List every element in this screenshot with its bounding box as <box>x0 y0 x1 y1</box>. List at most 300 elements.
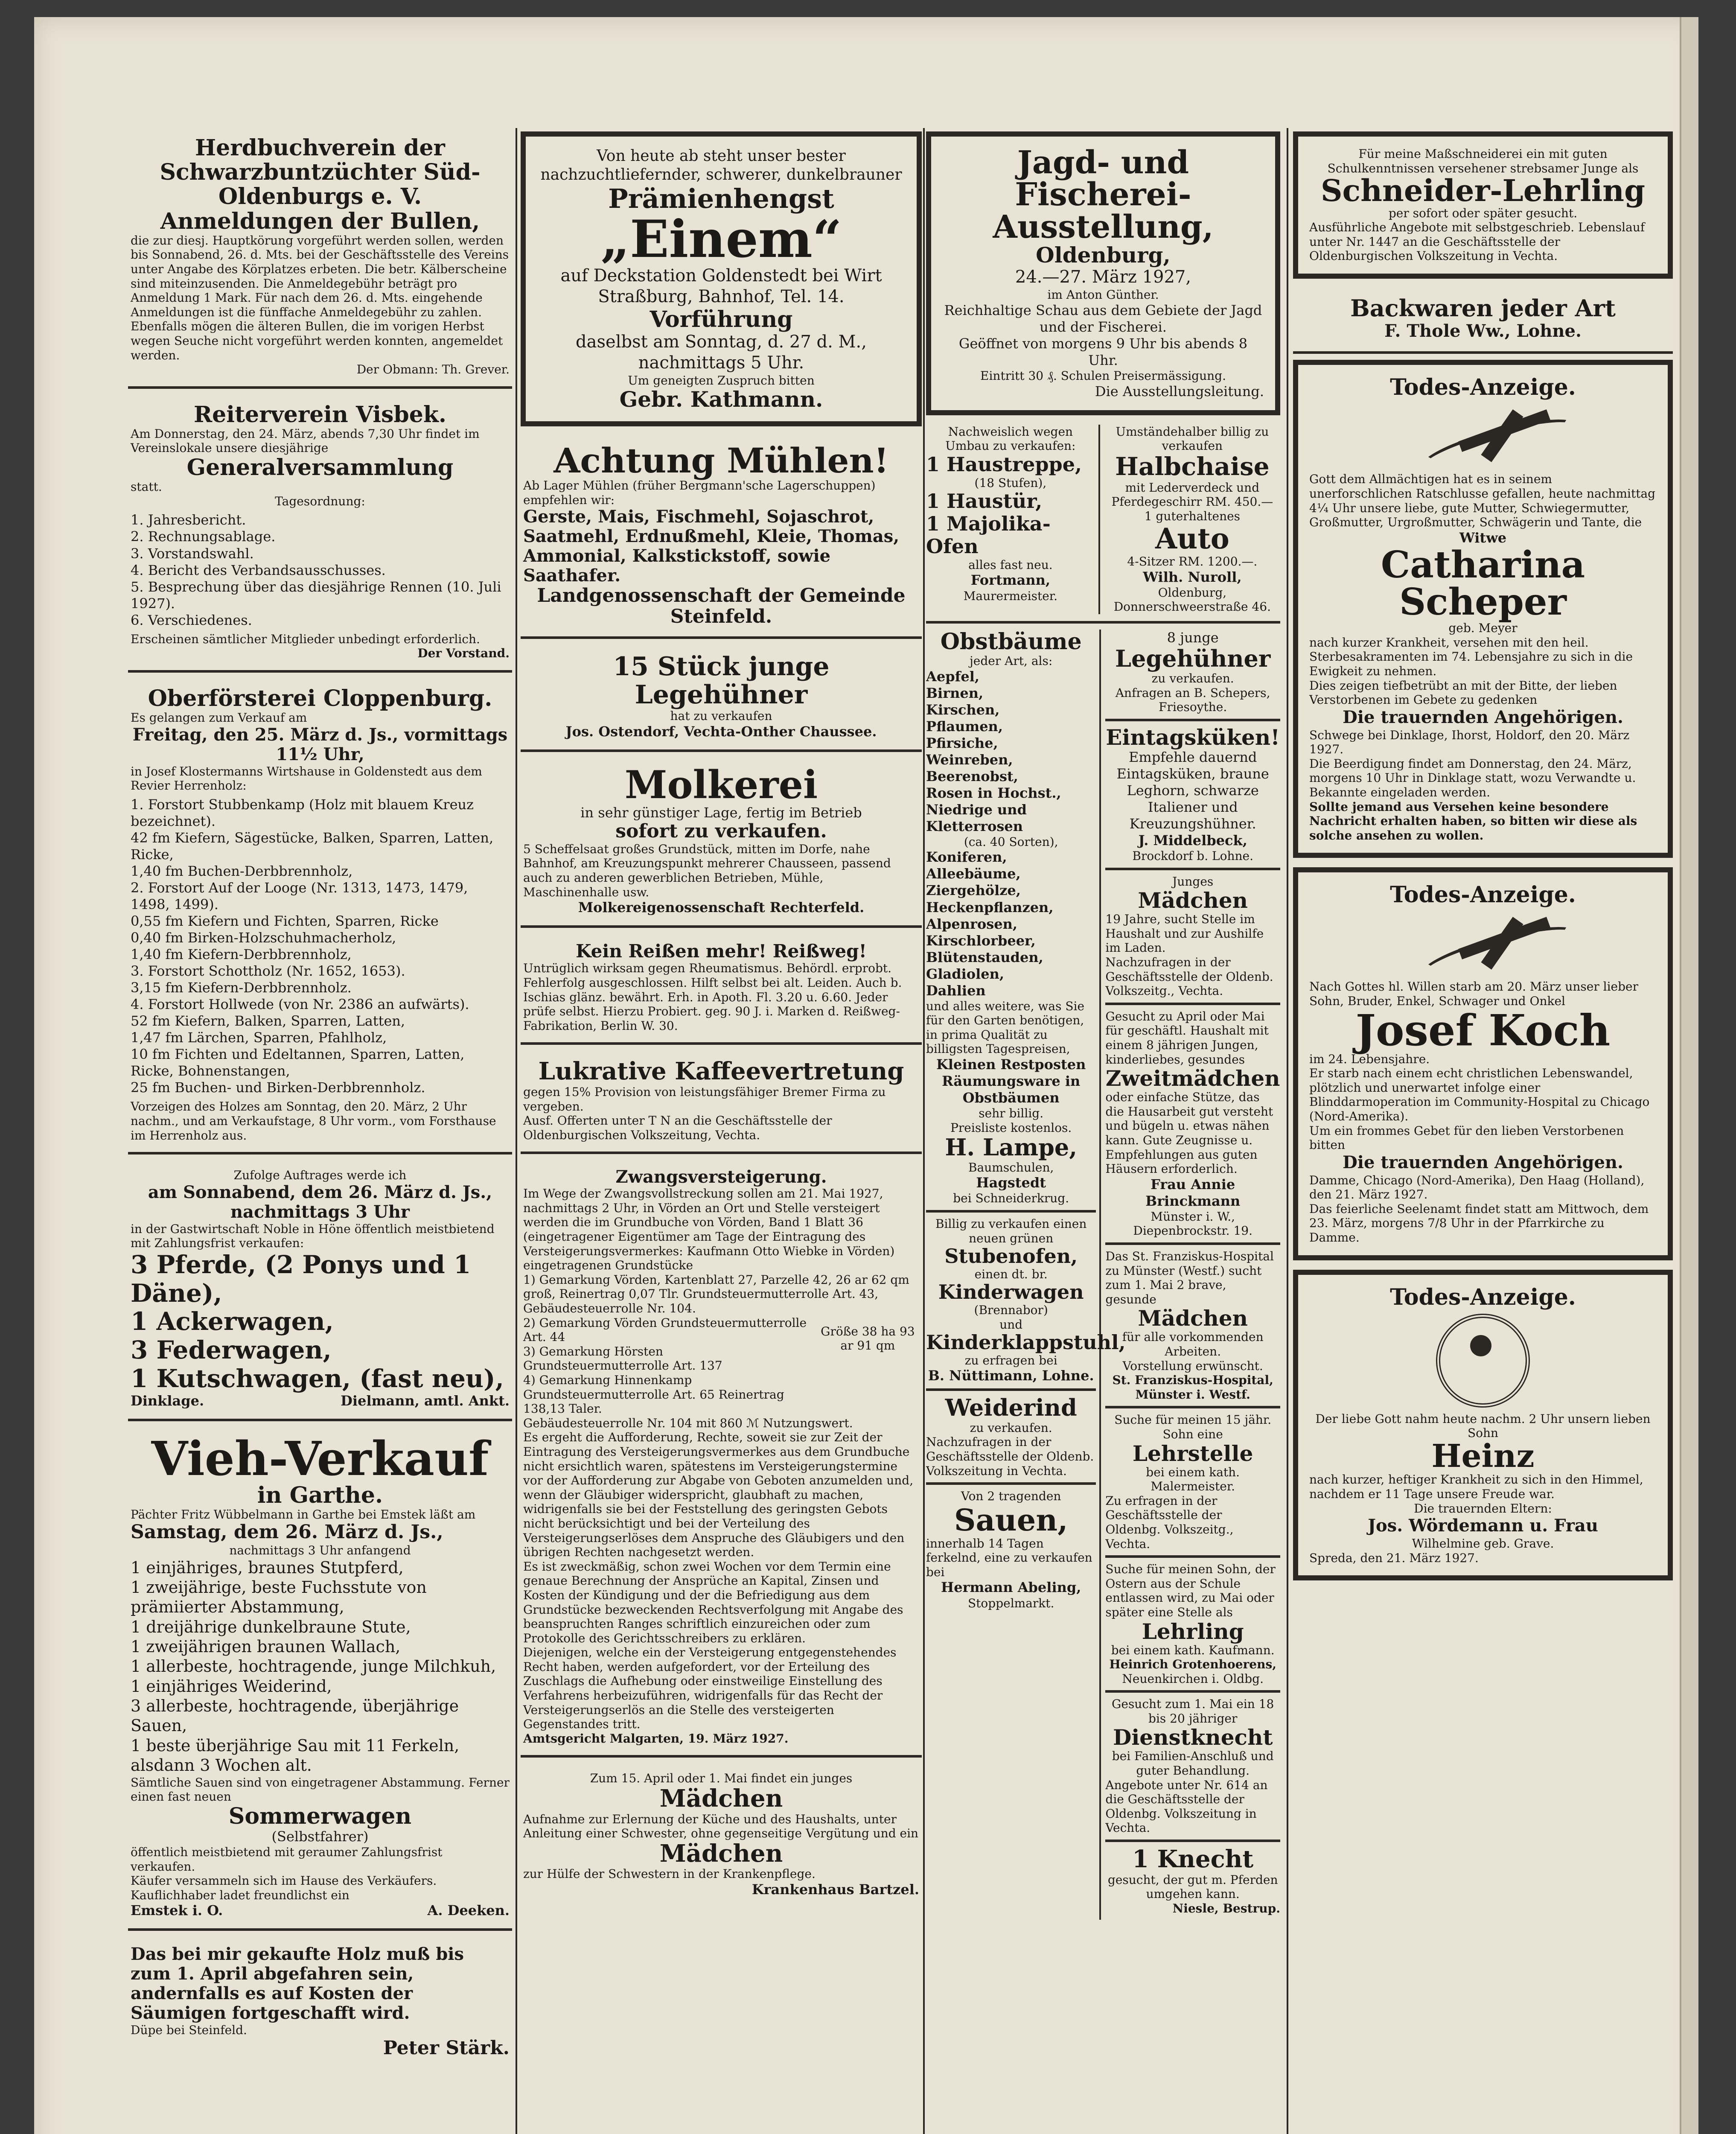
ad-title: Schneider-Lehrling <box>1320 173 1646 209</box>
lot-item: 1 zweijährige, beste Fuchsstute von prämiierter Abstammung, <box>131 1577 427 1617</box>
ad-headline: Vorführung <box>650 306 793 332</box>
lot-item: 1 einjähriges Weiderind, <box>131 1676 332 1696</box>
ad-dienstknecht <box>1105 1693 1280 1842</box>
ad-signature: Peter Stärk. <box>383 2037 510 2059</box>
ad-title: Vieh-Verkauf <box>151 1431 489 1487</box>
column-3-left <box>926 628 1126 1920</box>
ad-text: Zu erfragen in der Geschäftsstelle der Oldenbg. Volkszeitg., Vechta. <box>1105 1493 1234 1551</box>
notice-text: Witwe <box>1459 529 1507 546</box>
goods-item: Ziergehölze, <box>926 882 1021 899</box>
ad-place: Oldenburg, Donnerschweerstraße 46. <box>1113 585 1271 614</box>
ad-title: Sauen, <box>954 1502 1068 1538</box>
ad-title: Lehrstelle <box>1132 1440 1253 1466</box>
ad-subtitle: in Garthe. <box>257 1482 383 1508</box>
ad-text: gegen 15% Provision von leistungsfähiger Bremer Firma zu vergeben. <box>523 1084 886 1114</box>
ad-text: Diejenigen, welche ein der Versteigerung entgegenstehendes Recht haben, werden aufgefordert, vor der Erteilung des Zuschlags die Aufhebung oder einstweilige Einstellung des Verfahrens herbeizuführen, widrigenfalls für das Recht der Versteigerungserlös an die Stelle des versteigerten Gegenstandes tritt. <box>523 1645 897 1732</box>
notice-title: Todes-Anzeige. <box>1390 374 1576 401</box>
lot-item: 1,40 fm Kiefern-Derbbrennholz, <box>131 946 352 963</box>
lot-item: 1 einjähriges, braunes Stutpferd, <box>131 1558 404 1577</box>
ad-signature: Frau Annie Brinckmann <box>1145 1176 1241 1209</box>
lot-item: 3 Pferde, (2 Ponys und 1 Däne), <box>131 1250 471 1308</box>
ad-vieh-verkauf <box>128 1427 512 1931</box>
ad-signature: Fortmann, <box>970 572 1050 589</box>
ad-weiderind <box>926 1391 1096 1485</box>
ad-text: Von 2 tragenden <box>961 1489 1061 1504</box>
ad-text: (Selbstfahrer) <box>271 1828 369 1845</box>
ad-signature: Niesle, Bestrup. <box>1172 1901 1280 1915</box>
ad-place: Düpe bei Steinfeld. <box>131 2023 247 2038</box>
ad-time: nachmittags 3 Uhr anfangend <box>229 1543 411 1557</box>
ad-text: oder einfache Stütze, das die Hausarbeit gut versteht und bügeln u. etwas nähen kann. Gute Zeugnisse u. Empfehlungen aus guten Häusern erforderlich. <box>1105 1090 1273 1176</box>
goods-item: Koniferen, <box>926 849 1007 866</box>
ad-title: Prämienhengst <box>608 183 834 214</box>
ad-goods: Gerste, Mais, Fischmehl, Sojaschrot, Saatmehl, Erdnußmehl, Kleie, Thomas, Ammonial, Kalkstickstoff, sowie Saathafer. <box>523 507 900 586</box>
ad-halbchaise <box>1104 425 1280 614</box>
ad-praemienhengst <box>521 131 922 426</box>
ad-title: Obstbäume <box>940 628 1082 655</box>
ad-text: Es ist zweckmäßig, schon zwei Wochen vor dem Termin eine genaue Berechnung der Ansprüche an Kapital, Zinsen und Kosten der Kündigung und der die Befriedigung aus dem Grundstücke bezweckenden Rechtsverfolgung mit Angabe des beanspruchten Ranges schriftlich einzureichen oder zum Protokolle des Gerichtsschreibers zu erklären. <box>523 1559 903 1645</box>
ad-title: Molkerei <box>624 762 818 808</box>
notice-signature: Die trauernden Angehörigen. <box>1343 1152 1623 1172</box>
ad-place: Brockdorf b. Lohne. <box>1132 849 1253 863</box>
ad-herdbuchverein <box>128 128 512 389</box>
ad-title: Mädchen <box>659 1839 783 1868</box>
ad-place: Stoppelmarkt. <box>967 1596 1054 1610</box>
ad-text: hat zu verkaufen <box>670 708 772 723</box>
column-1 <box>128 128 512 2134</box>
ad-text: Das St. Franziskus-Hospital zu Münster (Westf.) sucht zum 1. Mai 2 brave, gesunde <box>1105 1249 1274 1306</box>
angel-icon <box>1436 1314 1530 1408</box>
ad-text: und alles weitere, was Sie für den Garten benötigen, in prima Qualität zu billigsten Tagespreisen, <box>926 999 1085 1056</box>
ad-subtitle: Oldenburg, <box>1036 242 1171 268</box>
ad-title: Stubenofen, <box>944 1245 1078 1268</box>
lot-item: 1 Ackerwagen, <box>131 1307 334 1336</box>
ad-signature: Amtsgericht Malgarten, 19. März 1927. <box>523 1731 789 1746</box>
ad-title: Kinderwagen <box>938 1280 1084 1304</box>
ad-krankenhaus <box>521 1764 922 1907</box>
ad-text: für alle vorkommenden Arbeiten. <box>1122 1330 1264 1359</box>
ad-text: Eintritt 30 ₰. Schulen Preisermässigung. <box>980 368 1226 383</box>
agenda-item: 1. Jahresbericht. <box>131 512 246 528</box>
cross-wreath-icon <box>1393 911 1573 975</box>
goods-item: Beerenobst, <box>926 768 1018 784</box>
goods-item: Blütenstauden, <box>926 949 1043 965</box>
ad-text: 4-Sitzer RM. 1200.—. <box>1127 554 1258 568</box>
ad-text: Sämtliche Sauen sind von eingetragener Abstammung. Ferner einen fast neuen <box>131 1775 510 1804</box>
goods-item: Alleebäume, <box>926 866 1021 882</box>
ad-text: Im Wege der Zwangsvollstreckung sollen am 21. Mai 1927, nachmittags 2 Uhr, in Vörden an Ort und Stelle versteigert werden die im Grundbuche von Vörden, Band 1 Blatt 36 (eingetragener Eigentümer am Tage der Eintragung des Versteigerungsvermerkes: Kaufmann Otto Wiebke in Vörden) eingetragenen Grundstücke <box>523 1187 895 1273</box>
ad-title: Mädchen <box>659 1784 783 1813</box>
ad-text: öffentlich meistbietend mit geraumer Zahlungsfrist verkaufen. <box>131 1845 443 1874</box>
ad-text: 19 Jahre, sucht Stelle im Haushalt und zur Aushilfe im Laden. <box>1105 912 1264 955</box>
deceased-name: Catharina Scheper <box>1381 543 1585 624</box>
ad-signature: Heinrich Grotenhoerens, <box>1109 1657 1276 1672</box>
ad-title: Reiterverein Visbek. <box>193 401 447 428</box>
ad-text: Nachzufragen in der Geschäftsstelle der Oldenb. Volkszeitg., Vechta. <box>1105 955 1273 998</box>
ad-schneider-lehrling <box>1293 131 1673 279</box>
ad-text: Vorstellung erwünscht. <box>1122 1359 1263 1373</box>
agenda-item: 2. Rechnungsablage. <box>131 528 276 545</box>
ad-place: bei Schneiderkrug. <box>953 1191 1069 1206</box>
ad-text: Anfragen an B. Schepers, Friesoythe. <box>1115 685 1270 714</box>
ad-lehrstelle <box>1105 1408 1280 1558</box>
ad-backwaren <box>1293 288 1673 354</box>
ad-headline: „Einem“ <box>600 209 842 269</box>
notice-text: Die Beerdigung findet am Donnerstag, den 24. März, morgens 10 Uhr in Dinklage statt, wozu Verwandte u. Bekannte eingeladen werden. <box>1309 756 1636 799</box>
ad-title: Kinderklappstuhl, <box>926 1331 1126 1354</box>
ad-date: Freitag, den 25. März d. Js., vormittags 11½ Uhr, <box>132 724 508 764</box>
lot-item: 4. Forstort Hollwede (von Nr. 2386 an aufwärts). <box>131 996 469 1013</box>
notice-signature: Wilhelmine geb. Grave. <box>1412 1536 1554 1551</box>
ad-text: die zur diesj. Hauptkörung vorgeführt werden sollen, werden bis Sonnabend, 26. d. Mts. bei der Geschäftsstelle des Vereins unter Angabe des Körplatzes erbeten. Die betr. Kälberscheine sind miteinzusenden. Die Anmeldegebühr beträgt pro Anmeldung 1 Mark. Für nach dem 26. d. Mts. eingehende Anmeldungen ist die fünffache Anmeldegebühr zu zahlen. Ebenfalls mögen die älteren Bullen, die im vorigen Herbst wegen Seuche nicht vorgeführt werden konnten, angemeldet werden. <box>131 233 509 362</box>
ad-signature: Die Ausstellungsleitung. <box>1095 383 1264 399</box>
parcel-size: Größe 38 ha 93 ar 91 qm <box>821 1324 915 1353</box>
newspaper-page <box>34 17 1698 2134</box>
ad-text: Baumschulen, <box>968 1160 1054 1175</box>
ad-signature: Maurermeister. <box>963 589 1057 603</box>
ad-text: 5 Scheffelsaat großes Grundstück, mitten im Dorfe, nahe Bahnhof, am Kreuzungspunkt mehrerer Chausseen, passend auch zu anderen gewerblichen Betrieben, Mühle, Maschinenhalle usw. <box>523 842 891 899</box>
goods-item: (ca. 40 Sorten), <box>964 834 1058 849</box>
parcel-item: 3) Gemarkung Hörsten Grundsteuermutterrolle Art. 137 <box>523 1344 722 1373</box>
ad-text: mit Lederverdeck und Pferdegeschirr RM. 450.— <box>1111 480 1273 509</box>
ad-jagd-ausstellung <box>926 131 1280 415</box>
agenda-item: 3. Vorstandswahl. <box>131 545 254 562</box>
ad-text: Junges <box>1172 874 1214 889</box>
ad-title: Zwangsversteigerung. <box>615 1167 827 1187</box>
ad-zweitmaedchen <box>1105 1005 1280 1245</box>
lot-item: 1 Kutschwagen, (fast neu), <box>131 1364 504 1393</box>
notice-text: Um ein frommes Gebet für den lieben Verstorbenen bitten <box>1309 1123 1624 1152</box>
lot-item: 1 zweijährigen braunen Wallach, <box>131 1637 401 1656</box>
ad-muehlen <box>521 436 922 639</box>
ad-sauen <box>926 1485 1096 1615</box>
ad-signature: H. Lampe, <box>945 1134 1078 1161</box>
column-rule <box>923 128 925 2134</box>
ad-title: 15 Stück junge Legehühner <box>613 651 830 710</box>
column-2 <box>521 128 922 2134</box>
ad-text: Aufnahme zur Erlernung der Küche und des Haushalts, unter Anleitung einer Schwester, ohne gegenseitige Vergütung und ein <box>523 1812 919 1841</box>
page-edge <box>1680 17 1698 2134</box>
ad-text: Am Donnerstag, den 24. März, abends 7,30 Uhr findet im Vereinslokale unsere diesjährige <box>131 426 480 455</box>
ad-text: Suche für meinen 15 jähr. Sohn eine <box>1114 1413 1272 1441</box>
ad-text: Zufolge Auftrages werde ich <box>233 1168 407 1183</box>
column-rule <box>1287 128 1288 2134</box>
ad-holz <box>128 1937 512 2068</box>
notice-text: nach kurzer, heftiger Krankheit zu sich in den Himmel, nachdem er 11 Tage unsere Freude war. <box>1309 1472 1643 1501</box>
ad-text: Gesucht zu April oder Mai für geschäftl. Haushalt mit einem 8 jährigen Jungen, kinderliebes, gesundes <box>1105 1009 1269 1067</box>
ad-text: Käufer versammeln sich im Hause des Verkäufers. Kauflichhaber ladet freundlichst ein <box>131 1874 437 1902</box>
lot-item: 52 fm Kiefern, Balken, Sparren, Latten, <box>131 1013 405 1029</box>
ad-umbau <box>926 425 1100 614</box>
death-notice-koch <box>1293 867 1673 1260</box>
ad-signature: Hermann Abeling, <box>941 1579 1081 1596</box>
ad-text: einen dt. br. <box>974 1267 1048 1281</box>
column-4 <box>1293 128 1673 2134</box>
goods-item: Pfirsiche, <box>926 735 998 751</box>
ad-text: Preisliste kostenlos. <box>950 1120 1072 1135</box>
ad-place: Dinklage. <box>131 1393 204 1409</box>
ad-obstbaeume <box>926 630 1096 1213</box>
death-notice-scheper <box>1293 360 1673 858</box>
lot-item: 1,40 fm Buchen-Derbbrennholz, <box>131 863 353 879</box>
ad-text: in Josef Klostermanns Wirtshause in Goldenstedt aus dem Revier Herrenholz: <box>131 764 482 793</box>
ad-headline: Sommerwagen <box>228 1803 412 1829</box>
ad-text: bei einem kath. Malermeister. <box>1146 1465 1240 1494</box>
ad-zwangsversteigerung <box>521 1160 922 1758</box>
lot-item: 1 dreijährige dunkelbraune Stute, <box>131 1617 411 1636</box>
ad-text: Für meine Maßschneiderei ein mit guten Schulkenntnissen versehener strebsamer Junge als <box>1327 147 1639 175</box>
goods-item: Gladiolen, <box>926 965 1005 982</box>
ad-title: Auto <box>1155 522 1229 556</box>
notice-text: Er starb nach einem echt christlichen Lebenswandel, plötzlich und unerwartet infolge einer Blinddarmoperation im Community-Hospital zu Chicago (Nord-Amerika). <box>1309 1066 1650 1124</box>
ad-text: im Anton Günther. <box>1047 288 1159 302</box>
ad-text: Gesucht zum 1. Mai ein 18 bis 20 jähriger <box>1112 1697 1274 1726</box>
ad-text: gesucht, der gut m. Pferden umgehen kann. <box>1107 1872 1278 1901</box>
ad-signature: B. Nüttimann, Lohne. <box>928 1367 1094 1384</box>
parcel-item: 1) Gemarkung Vörden, Kartenblatt 27, Parzelle 42, 26 ar 62 qm groß, Reinertrag 0,07 Tlr. Grundsteuermutterrolle Art. 43, Gebäudesteuerrolle Nr. 104. <box>523 1272 909 1316</box>
ad-text: bei Familien-Anschluß und guter Behandlung. <box>1112 1749 1274 1778</box>
ad-title: Weiderind <box>945 1394 1077 1422</box>
ad-title: Kein Reißen mehr! Reißweg! <box>576 941 867 962</box>
notice-title: Todes-Anzeige. <box>1390 1284 1576 1310</box>
ad-title: Backwaren jeder Art <box>1350 294 1616 322</box>
parcel-item: 2) Gemarkung Vörden Grundsteuermutterrolle Art. 44 <box>523 1315 807 1344</box>
lot-item: 3,15 fm Kiefern-Derbbrennholz. <box>131 980 352 996</box>
ad-text: Nachweislich wegen Umbau zu verkaufen: <box>945 424 1076 453</box>
lot-item: 0,55 fm Kiefern und Fichten, Sparren, Ricke <box>131 913 439 930</box>
death-notice-heinz <box>1293 1270 1673 1581</box>
notice-text: im 24. Lebensjahre. <box>1309 1052 1430 1066</box>
notice-text: Der liebe Gott nahm heute nachm. 2 Uhr unsern lieben Sohn <box>1315 1411 1651 1440</box>
ad-text: innerhalb 14 Tagen ferkelnd, eine zu verkaufen bei <box>926 1536 1092 1579</box>
ad-title: Achtung Mühlen! <box>553 440 889 481</box>
ad-text: zu erfragen bei <box>964 1353 1057 1367</box>
ad-text: Empfehle dauernd Eintagsküken, braune Leghorn, schwarze Italiener und Kreuzungshühner. <box>1116 749 1269 832</box>
ad-title: Dienstknecht <box>1113 1725 1273 1750</box>
ad-title: Legehühner <box>1115 644 1271 672</box>
column-rule <box>516 128 517 2134</box>
deceased-name: Josef Koch <box>1355 1005 1611 1055</box>
ad-text: alles fast neu. <box>968 557 1053 572</box>
ad-signature: Molkereigenossenschaft Rechterfeld. <box>578 899 865 916</box>
ad-signature: Der Vorstand. <box>417 646 510 661</box>
ad-signature: Jos. Ostendorf, Vechta-Onther Chaussee. <box>565 723 877 740</box>
ad-text: Ausf. Offerten unter T N an die Geschäftsstelle der Oldenburgischen Volkszeitung, Vechta. <box>523 1114 832 1142</box>
ad-headline: Generalversammlung <box>186 455 454 481</box>
column-3-right <box>1105 630 1280 1920</box>
ad-signature: Krankenhaus Bartzel. <box>751 1881 919 1898</box>
lot-item: 1. Forstort Stubbenkamp (Holz mit blauem Kreuz bezeichnet). <box>131 796 474 829</box>
ad-headline: sofort zu verkaufen. <box>615 820 827 843</box>
goods-item: Pflaumen, <box>926 718 1003 735</box>
ad-text: Ab Lager Mühlen (früher Bergmann'sche Lagerschuppen) empfehlen wir: <box>523 478 876 507</box>
ad-agenda-title: Tagesordnung: <box>275 494 365 508</box>
notice-place: Schwege bei Dinklage, Ihorst, Holdorf, den 20. März 1927. <box>1309 728 1630 757</box>
lot-item: 2. Forstort Auf der Looge (Nr. 1313, 1473, 1479, 1498, 1499). <box>131 879 468 912</box>
ad-date: daselbst am Sonntag, d. 27 d. M., nachmittags 5 Uhr. <box>576 332 867 373</box>
ad-text: Angebote unter Nr. 614 an die Geschäftsstelle der Oldenbg. Volkszeitung in Vechta. <box>1105 1778 1268 1835</box>
ad-text: Nachzufragen in der Geschäftsstelle der Oldenb. Volkszeitung in Vechta. <box>926 1435 1094 1478</box>
ad-title: Lehrling <box>1142 1618 1244 1644</box>
ad-text: per sofort oder später gesucht. <box>1388 206 1578 220</box>
lot-item: 25 fm Buchen- und Birken-Derbbrennholz. <box>131 1079 425 1096</box>
ad-text: 8 junge <box>1167 629 1219 646</box>
lot-item: 42 fm Kiefern, Sägestücke, Balken, Sparren, Latten, Ricke, <box>131 829 494 863</box>
lot-item: 1 Haustreppe, <box>926 452 1082 476</box>
ad-molkerei <box>521 758 922 928</box>
goods-item: Kirschen, <box>926 701 1000 718</box>
ad-text: Es ergeht die Aufforderung, Rechte, soweit sie zur Zeit der Eintragung des Versteigerungsvermerkes aus dem Grundbuche nicht ersichtlich waren, spätestens im Versteigerungstermine vor der Aufforderung zur Abgabe von Geboten anzumelden und, wenn der Gläubiger widerspricht, glaubhaft zu machen, widrigenfalls sie bei der Feststellung des geringsten Gebots nicht berücksichtigt und bei der Verteilung des Versteigerungserlöses dem Anspruche des Gläubigers und den übrigen Rechten nachgesetzt werden. <box>523 1430 914 1560</box>
notice-text: Die trauernden Eltern: <box>1414 1501 1552 1516</box>
ad-text: Von heute ab steht unser bester nachzuchtliefernder, schwerer, dunkelbrauner <box>540 147 902 184</box>
ad-place: Emstek i. O. <box>131 1902 223 1919</box>
ad-title: Jagd- und Fischerei-Ausstellung, <box>993 144 1214 245</box>
notice-place: Damme, Chicago (Nord-Amerika), Den Haag (Holland), den 21. März 1927. <box>1309 1173 1645 1202</box>
ad-text: Es gelangen zum Verkauf am <box>131 711 307 725</box>
ad-text: Untrüglich wirksam gegen Rheumatismus. Behördl. erprobt. Fehlerfolg ausgeschlossen. Hilft selbst bei alt. Leiden. Auch b. Ischias glänz. bewährt. Erh. in Apoth. Fl. 3.20 u. 6.60. Jeder prüfe selbst. Hierzu Probiert. geg. 90 J. i. Marken d. Reißweg-Fabrikation, Berlin W. 30. <box>523 961 902 1033</box>
ad-text: Ausführliche Angebote mit selbstgeschrieb. Lebenslauf unter Nr. 1447 an die Geschäftsstelle der Oldenburgischen Volkszeitung in Vechta. <box>1309 220 1645 263</box>
ad-text: Pächter Fritz Wübbelmann in Garthe bei Emstek läßt am <box>131 1507 476 1522</box>
agenda-item: 5. Besprechung über das diesjährige Rennen (10. Juli 1927). <box>131 578 501 612</box>
ad-text: Umständehalber billig zu verkaufen <box>1116 424 1269 453</box>
notice-text: Nach Gottes hl. Willen starb am 20. März unser lieber Sohn, Bruder, Enkel, Schwager und Onkel <box>1309 980 1638 1009</box>
ad-text: Vorzeigen des Holzes am Sonntag, den 20. März, 2 Uhr nachm., und am Verkaufstage, 8 Uhr vorm., vom Forsthause im Herrenholz aus. <box>131 1099 496 1143</box>
goods-item: Alpenrosen, <box>926 915 1017 932</box>
ad-reiterverein <box>128 395 512 673</box>
ad-signature: Dielmann, amtl. Ankt. <box>341 1393 510 1409</box>
lot-item: 1,47 fm Lärchen, Sparren, Pfahlholz, <box>131 1029 387 1046</box>
agenda-item: 4. Bericht des Verbandsausschusses. <box>131 562 386 578</box>
notice-signature: Jos. Wördemann u. Frau <box>1368 1516 1598 1536</box>
ad-signature: Wilh. Nuroll, <box>1143 568 1242 585</box>
parcel-item: 4) Gemarkung Hinnenkamp Grundsteuermutterrolle Art. 65 Reinertrag 138,13 Taler. <box>523 1373 784 1416</box>
lot-item: 3 Federwagen, <box>131 1335 332 1364</box>
ad-text: zu verkaufen. <box>970 1420 1052 1435</box>
ad-text: zu verkaufen. <box>1151 671 1234 686</box>
notice-place: Spreda, den 21. März 1927. <box>1309 1551 1479 1565</box>
lot-item: 1 Haustür, <box>926 490 1043 513</box>
ad-text: Zum 15. April oder 1. Mai findet ein junges <box>590 1771 853 1786</box>
ad-junges-maedchen <box>1105 870 1280 1005</box>
notice-text: Gott dem Allmächtigen hat es in seinem unerforschlichen Ratschlusse gefallen, heute nachmittag 4¼ Uhr unsere liebe, gute Mutter, Schwiegermutter, Großmutter, Urgroßmutter, Schwägerin und Tante, die <box>1309 472 1656 530</box>
lot-item: 0,40 fm Birken-Holzschuhmacherholz, <box>131 930 396 946</box>
lot-item: 3. Forstort Schottholz (Nr. 1652, 1653). <box>131 963 405 980</box>
ad-stubenofen <box>926 1213 1126 1391</box>
ad-title: Lukrative Kaffeevertretung <box>538 1057 904 1086</box>
ad-title: Mädchen <box>1138 1306 1248 1331</box>
goods-item: Aepfel, <box>926 668 979 685</box>
ad-date: am Sonnabend, dem 26. März d. Js., nachmittags 3 Uhr <box>148 1182 492 1222</box>
ad-text: und <box>999 1317 1023 1332</box>
ad-text: Billig zu verkaufen einen neuen grünen <box>935 1216 1087 1245</box>
ad-date: Samstag, dem 26. März d. Js., <box>131 1521 443 1543</box>
ad-text: Erscheinen sämtlicher Mitglieder unbedingt erforderlich. <box>131 632 480 646</box>
ad-signature: J. Middelbeck, <box>1138 832 1247 849</box>
column-3 <box>926 128 1280 2134</box>
ad-signature: A. Deeken. <box>427 1902 510 1919</box>
ad-text: Das bei mir gekaufte Holz muß bis zum 1. April abgefahren sein, andernfalls es auf Kosten der Säumigen fortgeschafft wird. <box>131 1944 464 2023</box>
deceased-name: Heinz <box>1431 1437 1535 1475</box>
goods-item: Niedrige und Kletterrosen <box>926 801 1027 834</box>
ad-text: sehr billig. <box>979 1106 1044 1121</box>
goods-item: Rosen in Hochst., <box>926 784 1061 801</box>
ad-text: 1 guterhaltenes <box>1144 509 1241 523</box>
ad-signature: Gebr. Kathmann. <box>619 387 823 412</box>
notice-text: Sollte jemand aus Versehen keine besondere Nachricht erhalten haben, so bitten wir diese als solche ansehen zu wollen. <box>1309 799 1637 843</box>
ad-text: jeder Art, als: <box>970 653 1053 668</box>
ad-title: Oberförsterei Cloppenburg. <box>148 685 492 711</box>
ad-signature: Landgenossenschaft der Gemeinde Steinfeld. <box>537 585 906 627</box>
ad-place: Hagstedt <box>976 1175 1046 1191</box>
notice-signature: Die trauernden Angehörigen. <box>1343 707 1623 727</box>
notice-text: nach kurzer Krankheit, versehen mit den heil. Sterbesakramenten im 74. Lebensjahre zu sich in die Ewigkeit zu nehmen. <box>1309 635 1633 678</box>
goods-item: Heckenpflanzen, <box>926 899 1054 915</box>
goods-item: Dahlien <box>926 982 986 999</box>
ad-place: Neuenkirchen i. Oldbg. <box>1122 1671 1264 1686</box>
ad-text: statt. <box>131 480 162 494</box>
ad-text: in der Gastwirtschaft Noble in Höne öffentlich meistbietend mit Zahlungsfrist verkaufen: <box>131 1222 495 1251</box>
ad-eintagskueken <box>1105 721 1280 870</box>
ad-lehrling <box>1105 1558 1280 1693</box>
notice-text: geb. Meyer <box>1448 621 1518 636</box>
ad-text: (Brennabor) <box>974 1303 1048 1317</box>
ad-place: Münster i. W., Diepenbrockstr. 19. <box>1133 1209 1252 1238</box>
ad-junge-legehuehner <box>1105 630 1280 721</box>
lot-item: 1 allerbeste, hochtragende, junge Milchkuh, <box>131 1657 496 1676</box>
lot-item: (18 Stufen), <box>974 475 1047 490</box>
ad-text: auf Deckstation Goldenstedt bei Wirt Straßburg, Bahnhof, Tel. 14. <box>560 266 882 307</box>
notice-title: Todes-Anzeige. <box>1390 882 1576 908</box>
ad-text: in sehr günstiger Lage, fertig im Betrieb <box>580 805 862 821</box>
ad-date: 24.—27. März 1927, <box>1015 267 1191 287</box>
ad-kaffeevertretung <box>521 1051 922 1154</box>
ad-text: Suche für meinen Sohn, der Ostern aus der Schule entlassen wird, zu Mai oder später eine Stelle als <box>1105 1562 1276 1619</box>
ad-title: Zweitmädchen <box>1105 1066 1280 1091</box>
ad-title: Halbchaise <box>1115 452 1270 481</box>
ad-franziskus-hospital <box>1105 1245 1280 1408</box>
ad-text: Um geneigten Zuspruch bitten <box>628 373 815 388</box>
ad-signature: Der Obmann: Th. Grever. <box>356 362 510 377</box>
goods-item: Kirschlorbeer, <box>926 932 1036 949</box>
ad-oberfoersterei <box>128 679 512 1154</box>
ad-title: Herdbuchverein der Schwarzbuntzüchter Süd-Oldenburgs e. V. <box>160 135 481 210</box>
ad-text: bei einem kath. Kaufmann. <box>1111 1643 1275 1657</box>
agenda-item: 6. Verschiedenes. <box>131 612 252 628</box>
ad-knecht <box>1105 1842 1280 1920</box>
ad-text: Reichhaltige Schau aus dem Gebiete der Jagd und der Fischerei. <box>944 302 1262 335</box>
lot-item: 1 Majolika-Ofen <box>926 512 1051 558</box>
ad-text: zur Hülfe der Schwestern in der Krankenpflege. <box>523 1867 816 1881</box>
ad-title: Mädchen <box>1138 888 1248 913</box>
ad-signature: F. Thole Ww., Lohne. <box>1384 321 1582 341</box>
goods-item: Birnen, <box>926 685 984 701</box>
notice-text: Das feierliche Seelenamt findet statt am Mittwoch, dem 23. März, morgens 7/8 Uhr in der Pfarrkirche zu Damme. <box>1309 1201 1649 1245</box>
ad-auftrag <box>128 1160 512 1421</box>
lot-item: 3 allerbeste, hochtragende, überjährige Sauen, <box>131 1697 459 1735</box>
ad-text: Kleinen Restposten Räumungsware in Obstbäumen <box>936 1056 1086 1106</box>
cross-wreath-icon <box>1393 404 1573 468</box>
lot-item: 1 beste überjährige Sau mit 11 Ferkeln, alsdann 3 Wochen alt. <box>131 1736 460 1775</box>
ad-reissweg <box>521 934 922 1045</box>
ad-title: Eintagsküken! <box>1106 724 1280 750</box>
ad-subtitle: Anmeldungen der Bullen, <box>160 208 480 234</box>
ad-title: 1 Knecht <box>1132 1845 1254 1874</box>
notice-text: Dies zeigen tiefbetrübt an mit der Bitte, der lieben Verstorbenen im Gebete zu gedenken <box>1309 678 1617 707</box>
ad-text: Gebäudesteuerrolle Nr. 104 mit 860 ℳ Nutzungswert. <box>523 1416 853 1430</box>
ad-text: Geöffnet von morgens 9 Uhr bis abends 8 Uhr. <box>958 335 1248 368</box>
goods-item: Weinreben, <box>926 751 1013 768</box>
ad-signature: St. Franziskus-Hospital, Münster i. Westf. <box>1112 1373 1273 1402</box>
